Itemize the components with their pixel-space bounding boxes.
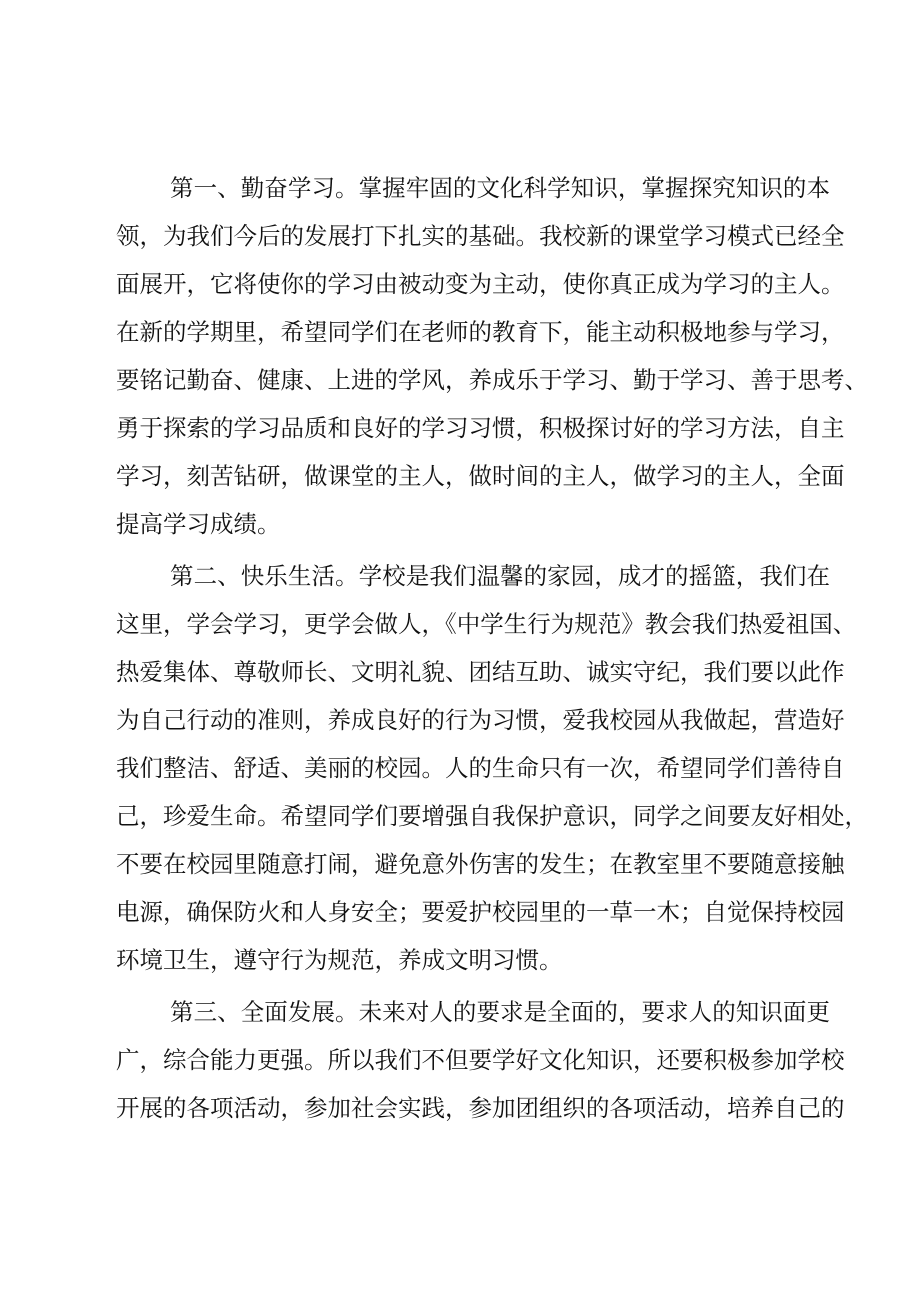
paragraph-3-line-1: 第三、全面发展。未来对人的要求是全面的，要求人的知识面更 xyxy=(170,998,830,1026)
paragraph-1-line-2: 领，为我们今后的发展打下扎实的基础。我校新的课堂学习模式已经全 xyxy=(116,222,845,250)
paragraph-2-line-7: 不要在校园里随意打闹，避免意外伤害的发生；在教室里不要随意接触 xyxy=(116,850,845,878)
paragraph-3-line-2: 广，综合能力更强。所以我们不但要学好文化知识，还要积极参加学校 xyxy=(116,1046,845,1074)
paragraph-3-line-3: 开展的各项活动，参加社会实践，参加团组织的各项活动，培养自己的 xyxy=(116,1094,845,1122)
paragraph-1-line-3: 面展开，它将使你的学习由被动变为主动，使你真正成为学习的主人。 xyxy=(116,270,845,298)
paragraph-2-line-6: 己，珍爱生命。希望同学们要增强自我保护意识，同学之间要友好相处， xyxy=(116,802,868,830)
paragraph-2-line-5: 我们整洁、舒适、美丽的校园。人的生命只有一次，希望同学们善待自 xyxy=(116,754,845,782)
paragraph-1-line-5: 要铭记勤奋、健康、上进的学风，养成乐于学习、勤于学习、善于思考、 xyxy=(116,366,868,394)
paragraph-2-line-9: 环境卫生，遵守行为规范，养成文明习惯。 xyxy=(116,946,563,974)
paragraph-2-line-8: 电源，确保防火和人身安全；要爱护校园里的一草一木；自觉保持校园 xyxy=(116,898,845,926)
paragraph-1-line-1: 第一、勤奋学习。掌握牢固的文化科学知识，掌握探究知识的本 xyxy=(170,174,830,202)
paragraph-2-line-3: 热爱集体、尊敬师长、文明礼貌、团结互助、诚实守纪，我们要以此作 xyxy=(116,658,845,686)
paragraph-1-line-7: 学习，刻苦钻研，做课堂的主人，做时间的主人，做学习的主人，全面 xyxy=(116,462,845,490)
paragraph-2-line-2: 这里，学会学习，更学会做人，《中学生行为规范》教会我们热爱祖国、 xyxy=(116,610,857,638)
paragraph-2-line-4: 为自己行动的准则，养成良好的行为习惯，爱我校园从我做起，营造好 xyxy=(116,706,845,734)
paragraph-2-line-1: 第二、快乐生活。学校是我们温馨的家园，成才的摇篮，我们在 xyxy=(170,562,830,590)
paragraph-1-line-8: 提高学习成绩。 xyxy=(116,510,281,538)
paragraph-1-line-6: 勇于探索的学习品质和良好的学习习惯，积极探讨好的学习方法，自主 xyxy=(116,414,845,442)
paragraph-1-line-4: 在新的学期里，希望同学们在老师的教育下，能主动积极地参与学习， xyxy=(116,318,845,346)
